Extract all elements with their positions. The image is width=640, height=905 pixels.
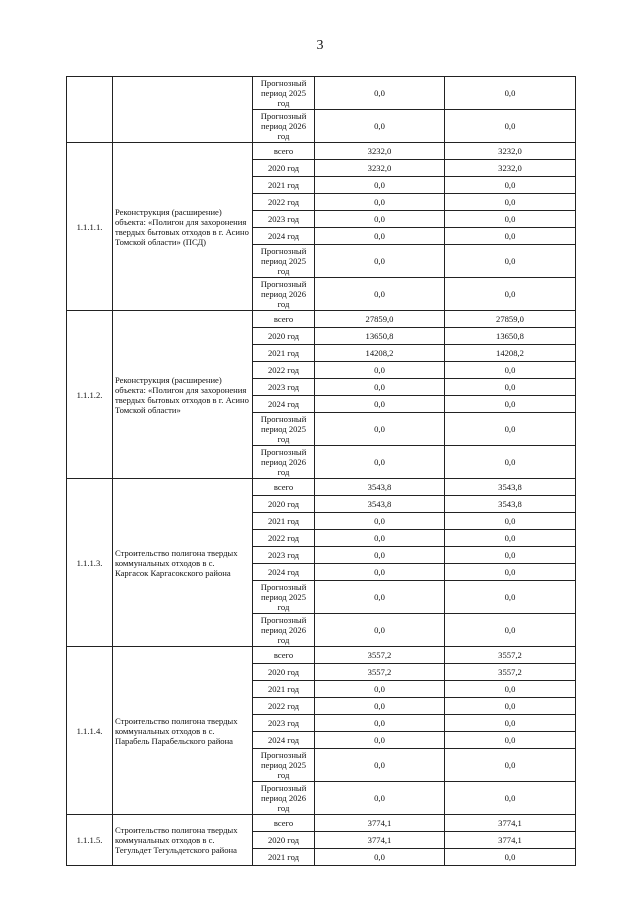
value-cell-2: 3557,2 (445, 664, 576, 681)
value-cell-2: 0,0 (445, 77, 576, 110)
period-cell: Прогнозный период 2025 год (253, 581, 315, 614)
item-number: 1.1.1.4. (67, 647, 113, 815)
page-number: 3 (316, 38, 324, 53)
period-cell: всего (253, 815, 315, 832)
value-cell-2: 3543,8 (445, 496, 576, 513)
value-cell-1: 3543,8 (315, 479, 445, 496)
period-cell: 2024 год (253, 228, 315, 245)
table-row (67, 311, 576, 328)
value-cell-1: 0,0 (315, 513, 445, 530)
period-cell: 2021 год (253, 681, 315, 698)
period-cell: 2023 год (253, 211, 315, 228)
period-cell: 2021 год (253, 513, 315, 530)
value-cell-2: 0,0 (445, 732, 576, 749)
value-cell-2: 0,0 (445, 177, 576, 194)
value-cell-1: 13650,8 (315, 328, 445, 345)
item-name: Строительство полигона твердых коммунальных отходов в с. Тегульдет Тегульдетского района (113, 815, 253, 866)
value-cell-2: 3232,0 (445, 160, 576, 177)
item-number: 1.1.1.1. (67, 143, 113, 311)
value-cell-2: 3232,0 (445, 143, 576, 160)
value-cell-2: 13650,8 (445, 328, 576, 345)
value-cell-1: 0,0 (315, 110, 445, 143)
period-cell: Прогнозный период 2026 год (253, 614, 315, 647)
table-row (67, 479, 576, 496)
table-row (67, 143, 576, 160)
value-cell-2: 0,0 (445, 530, 576, 547)
item-number: 1.1.1.2. (67, 311, 113, 479)
period-cell: 2023 год (253, 547, 315, 564)
period-cell: всего (253, 647, 315, 664)
value-cell-2: 0,0 (445, 446, 576, 479)
value-cell-1: 3557,2 (315, 664, 445, 681)
value-cell-2: 0,0 (445, 782, 576, 815)
value-cell-2: 27859,0 (445, 311, 576, 328)
value-cell-1: 3232,0 (315, 160, 445, 177)
value-cell-1: 0,0 (315, 715, 445, 732)
value-cell-1: 0,0 (315, 581, 445, 614)
value-cell-1: 0,0 (315, 530, 445, 547)
value-cell-1: 0,0 (315, 547, 445, 564)
value-cell-2: 3557,2 (445, 647, 576, 664)
item-number: 1.1.1.3. (67, 479, 113, 647)
value-cell-1: 3557,2 (315, 647, 445, 664)
value-cell-2: 3774,1 (445, 832, 576, 849)
value-cell-1: 0,0 (315, 362, 445, 379)
value-cell-2: 0,0 (445, 194, 576, 211)
period-cell: Прогнозный период 2026 год (253, 446, 315, 479)
item-name: Строительство полигона твердых коммунальных отходов в с. Парабель Парабельского района (113, 647, 253, 815)
value-cell-2: 0,0 (445, 228, 576, 245)
table-row (67, 815, 576, 832)
item-name: Реконструкция (расширение) объекта: «Полигон для захоронения твердых бытовых отходов в г. Асино Томской области» (113, 311, 253, 479)
value-cell-1: 27859,0 (315, 311, 445, 328)
value-cell-2: 0,0 (445, 849, 576, 866)
period-cell: всего (253, 311, 315, 328)
period-cell: Прогнозный период 2026 год (253, 278, 315, 311)
period-cell: 2020 год (253, 832, 315, 849)
table-row (67, 77, 576, 110)
value-cell-1: 3774,1 (315, 832, 445, 849)
period-cell: 2022 год (253, 194, 315, 211)
period-cell: 2021 год (253, 849, 315, 866)
period-cell: 2024 год (253, 564, 315, 581)
period-cell: 2023 год (253, 379, 315, 396)
period-cell: Прогнозный период 2025 год (253, 749, 315, 782)
value-cell-1: 0,0 (315, 446, 445, 479)
value-cell-2: 0,0 (445, 379, 576, 396)
period-cell: 2024 год (253, 396, 315, 413)
value-cell-2: 0,0 (445, 749, 576, 782)
period-cell: Прогнозный период 2025 год (253, 413, 315, 446)
value-cell-2: 0,0 (445, 278, 576, 311)
period-cell: Прогнозный период 2026 год (253, 782, 315, 815)
value-cell-2: 0,0 (445, 681, 576, 698)
financing-table (66, 76, 576, 866)
value-cell-2: 0,0 (445, 110, 576, 143)
value-cell-2: 0,0 (445, 547, 576, 564)
value-cell-1: 0,0 (315, 564, 445, 581)
value-cell-1: 0,0 (315, 379, 445, 396)
value-cell-1: 3232,0 (315, 143, 445, 160)
value-cell-1: 0,0 (315, 732, 445, 749)
value-cell-2: 3543,8 (445, 479, 576, 496)
period-cell: 2023 год (253, 715, 315, 732)
period-cell: 2021 год (253, 177, 315, 194)
value-cell-2: 0,0 (445, 513, 576, 530)
period-cell: 2022 год (253, 530, 315, 547)
period-cell: Прогнозный период 2025 год (253, 77, 315, 110)
period-cell: 2021 год (253, 345, 315, 362)
value-cell-2: 0,0 (445, 245, 576, 278)
table-row (67, 647, 576, 664)
period-cell: 2024 год (253, 732, 315, 749)
value-cell-1: 0,0 (315, 228, 445, 245)
value-cell-2: 0,0 (445, 564, 576, 581)
value-cell-2: 0,0 (445, 413, 576, 446)
table-body (67, 77, 576, 866)
value-cell-2: 0,0 (445, 211, 576, 228)
value-cell-2: 14208,2 (445, 345, 576, 362)
value-cell-1: 0,0 (315, 614, 445, 647)
value-cell-2: 0,0 (445, 581, 576, 614)
period-cell: 2020 год (253, 160, 315, 177)
value-cell-1: 0,0 (315, 211, 445, 228)
value-cell-1: 0,0 (315, 698, 445, 715)
period-cell: всего (253, 479, 315, 496)
value-cell-2: 0,0 (445, 396, 576, 413)
item-name-cell (113, 77, 253, 143)
period-cell: 2020 год (253, 328, 315, 345)
value-cell-1: 0,0 (315, 396, 445, 413)
value-cell-2: 3774,1 (445, 815, 576, 832)
value-cell-2: 0,0 (445, 698, 576, 715)
value-cell-1: 0,0 (315, 194, 445, 211)
value-cell-1: 0,0 (315, 278, 445, 311)
value-cell-1: 0,0 (315, 77, 445, 110)
item-number: 1.1.1.5. (67, 815, 113, 866)
period-cell: всего (253, 143, 315, 160)
period-cell: 2020 год (253, 664, 315, 681)
value-cell-1: 3774,1 (315, 815, 445, 832)
value-cell-1: 0,0 (315, 245, 445, 278)
value-cell-1: 0,0 (315, 413, 445, 446)
period-cell: Прогнозный период 2026 год (253, 110, 315, 143)
value-cell-2: 0,0 (445, 715, 576, 732)
value-cell-2: 0,0 (445, 362, 576, 379)
period-cell: 2022 год (253, 362, 315, 379)
value-cell-2: 0,0 (445, 614, 576, 647)
value-cell-1: 3543,8 (315, 496, 445, 513)
item-name: Строительство полигона твердых коммунальных отходов в с. Каргасок Каргасокского района (113, 479, 253, 647)
value-cell-1: 0,0 (315, 782, 445, 815)
period-cell: 2020 год (253, 496, 315, 513)
value-cell-1: 0,0 (315, 849, 445, 866)
value-cell-1: 0,0 (315, 177, 445, 194)
item-name: Реконструкция (расширение) объекта: «Полигон для захоронения твердых бытовых отходов в г. Асино Томской области» (ПСД) (113, 143, 253, 311)
value-cell-1: 14208,2 (315, 345, 445, 362)
item-number-cell (67, 77, 113, 143)
value-cell-1: 0,0 (315, 749, 445, 782)
value-cell-1: 0,0 (315, 681, 445, 698)
period-cell: Прогнозный период 2025 год (253, 245, 315, 278)
period-cell: 2022 год (253, 698, 315, 715)
